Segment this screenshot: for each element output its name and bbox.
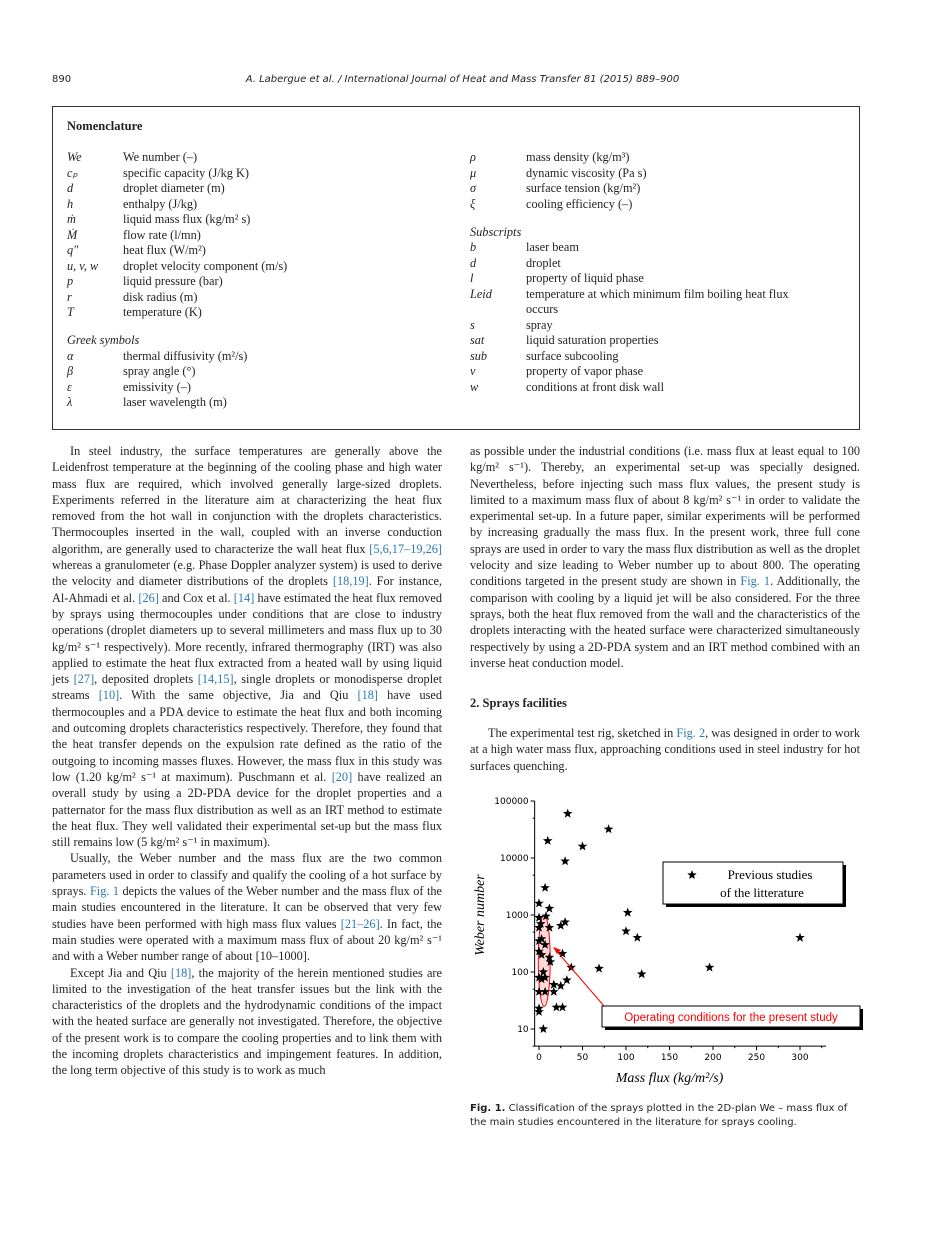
paragraph — [52, 850, 442, 964]
y-tick-label: 1000 — [505, 911, 529, 922]
y-tick-label: 10 — [517, 1025, 529, 1036]
text-run: depicts the values of the Weber number and the mass flux of the main studies encountered in the literature. It can be observed that very few studies have been performed with high mass flux values — [52, 884, 442, 931]
nomenclature-description: We number (–) — [123, 150, 198, 164]
citation-link[interactable]: [27] — [73, 672, 95, 687]
section-heading: 2. Sprays facilities — [470, 696, 567, 711]
text-run: In steel industry, the surface temperatures are generally above the Leidenfrost temperature at the beginning of the cooling phase and high water mass flux are required, which involved generally large-sized droplets. Experiments referred in the literature aim at characterizing the heat flux removed from the hot wall in conjunction with the droplets characteristics. Thermocouples inserted in the wall, coupled with an inverse conduction algorithm, are generally used to characterize the wall heat flux — [52, 444, 442, 556]
nomenclature-description: occurs — [526, 302, 559, 316]
text-run: , deposited droplets — [94, 672, 198, 687]
text-run: as possible under the industrial conditions (i.e. mass flux at least equal to 100 kg/m² s⁻¹). Thereby, an experimental set-up was specially designed. Nevertheless, before injecting such mass flux values, the present study is limited to a maximum mass flux of about 8 kg/m² s⁻¹ in order to validate the experimental set-up. In a future paper, similar experiments will be performed by increasing gradually the mass flux. In the present work, three full cone sprays are used in order to vary the mass flux distribution as well as the droplet velocity and size leading to Weber number up to about 800. The operating conditions targeted in the present study are shown in — [470, 444, 860, 589]
x-tick-label: 200 — [704, 1053, 722, 1064]
nomenclature-description: thermal diffusivity (m²/s) — [123, 348, 248, 363]
nomenclature-symbol: ξ — [470, 196, 476, 211]
text-run: whereas a granulometer (e.g. Phase Doppler analyzer system) is used to derive the velocity and diameter distributions of the droplets — [52, 558, 442, 589]
nomenclature-symbol: μ — [470, 165, 477, 180]
y-tick-label: 10000 — [500, 854, 529, 865]
text-run: . In fact, the main studies were operated with a maximum mass flux of about 20 kg/m² s⁻¹ and with a Weber number range of about [10–1000]. — [52, 916, 442, 964]
nomenclature-description: conditions at front disk wall — [526, 379, 664, 394]
left-column — [52, 443, 442, 1079]
right-column-wrapper — [470, 443, 862, 1129]
text-run: . For instance, Al-Ahmadi et al. — [52, 574, 443, 605]
subscripts-heading: Subscripts — [470, 224, 522, 239]
text-run: and Cox et al. — [158, 590, 234, 605]
annotation-label: Operating conditions for the present study — [624, 1012, 838, 1025]
citation-link[interactable]: [18] — [170, 965, 192, 980]
citation-link[interactable]: [20] — [331, 769, 353, 784]
nomenclature-symbol: Leid — [470, 286, 492, 301]
data-point-star-icon — [795, 933, 805, 942]
nomenclature-description: liquid pressure (bar) — [123, 274, 223, 288]
data-point-star-icon — [539, 1024, 549, 1033]
nomenclature-symbol: p — [67, 274, 74, 288]
data-point-star-icon — [534, 898, 544, 907]
text-run: , the majority of the herein mentioned studies are limited to the investigation of the heat transfer issues but the link with the characteristics of the droplets and the hydrodynamic conditions of the impact with the heated surface are generally not investigated. Therefore, the objective of the present work is to compare the cooling properties and to link them with the incoming droplets characteristics and impingement features. In addition, the long term objective of this study is to work as much — [52, 965, 442, 1078]
citation-link[interactable]: [10] — [98, 688, 120, 703]
nomenclature-symbol: h — [67, 196, 74, 211]
x-tick-label: 150 — [660, 1053, 679, 1064]
nomenclature-description: property of liquid phase — [526, 271, 644, 285]
figure-caption — [470, 1102, 862, 1129]
x-axis-label: Mass flux (kg/m²/s) — [615, 1071, 724, 1087]
legend-label: of the litterature — [720, 885, 804, 901]
nomenclature-symbol: v — [470, 364, 476, 378]
nomenclature-description: liquid mass flux (kg/m² s) — [123, 212, 251, 226]
citation-link[interactable]: [14,15] — [197, 672, 234, 687]
text-run: have estimated the heat flux removed by sprays using thermocouples under conditions that are close to industry operations (droplet diameters up to several millimeters and mass flux up to 30 kg/m² s⁻¹ respectively). More recently, infrared thermography (IRT) was also applied to estimate the heat flux extracted from a heated wall by using liquid jets — [52, 590, 442, 687]
text-run: have realized an overall study by using a 2D-PDA device for the droplet properties and a patternator for the mass flux distribution as well as an IRT method to estimate the heat flux. They well validated their experimental set-up but the mass flux still remains low (5 kg/m² s⁻¹ in maximum). — [52, 769, 443, 850]
caption-label: Fig. 1. — [470, 1103, 506, 1115]
data-point-star-icon — [556, 981, 566, 990]
nomenclature-symbol: ρ — [470, 150, 476, 164]
nomenclature-description: laser wavelength (m) — [123, 395, 227, 409]
nomenclature-box — [52, 106, 860, 430]
nomenclature-symbol: ε — [67, 379, 72, 394]
page-number: 890 — [52, 74, 72, 85]
nomenclature-description: emissivity (–) — [123, 379, 191, 394]
nomenclature-description: dynamic viscosity (Pa s) — [526, 165, 647, 180]
nomenclature-symbol: We — [67, 150, 82, 164]
nomenclature-description: droplet velocity component (m/s) — [123, 258, 288, 273]
section-body — [470, 725, 860, 774]
x-tick-label: 100 — [617, 1053, 635, 1064]
text-run: , single droplets or monodisperse droplet streams — [52, 672, 442, 703]
nomenclature-symbol: ṁ — [67, 212, 76, 226]
citation-link[interactable]: [21–26] — [340, 916, 380, 931]
citation-link[interactable]: [14] — [233, 590, 255, 605]
x-tick-label: 50 — [576, 1053, 589, 1064]
x-tick-label: 250 — [747, 1053, 766, 1064]
text-run: The experimental test rig, sketched in — [488, 726, 677, 741]
text-run: . Additionally, the comparison with cooling by a liquid jet will be also considered. For the three sprays, both the heat flux removed from the wall and the characteristics of the droplets interacting with the heated surface were characterized simultaneously respectively by using a 2D-PDA system and an IRT method combined with an inverse heat conduction model. — [470, 574, 860, 670]
nomenclature-symbol: sub — [470, 348, 488, 363]
y-axis-label: Weber number — [473, 874, 488, 956]
paragraph — [52, 965, 442, 1079]
nomenclature-symbol: Ṁ — [67, 227, 78, 242]
data-point-star-icon — [623, 908, 633, 917]
nomenclature-description: spray — [526, 317, 553, 332]
y-tick-label: 100000 — [494, 797, 529, 808]
nomenclature-symbol: σ — [470, 181, 477, 195]
y-tick-label: 100 — [511, 968, 529, 979]
nomenclature-description: laser beam — [526, 240, 579, 254]
nomenclature-symbol: w — [470, 379, 479, 394]
data-point-star-icon — [558, 1002, 568, 1011]
citation-link[interactable]: [26] — [138, 590, 159, 605]
nomenclature-symbol: r — [67, 289, 72, 304]
data-point-star-icon — [604, 824, 614, 833]
greek-symbols-heading: Greek symbols — [67, 333, 140, 347]
nomenclature-symbol: d — [67, 181, 74, 195]
data-point-star-icon — [560, 856, 570, 865]
figure-1-chart — [470, 786, 870, 1096]
annotation-arrow — [554, 948, 604, 1006]
text-run: . With the same objective, Jia and Qiu — [119, 688, 358, 703]
citation-link[interactable]: Fig. 2 — [676, 726, 706, 741]
text-run: Except Jia and Qiu — [70, 965, 171, 980]
citation-link[interactable]: Fig. 1 — [740, 574, 771, 589]
nomenclature-description: liquid saturation properties — [526, 333, 659, 347]
paragraph — [52, 443, 442, 850]
nomenclature-description: heat flux (W/m²) — [123, 243, 206, 257]
data-point-star-icon — [705, 963, 715, 972]
nomenclature-symbol: s — [470, 317, 475, 332]
data-point-star-icon — [545, 904, 555, 913]
nomenclature-symbol: T — [67, 305, 74, 319]
nomenclature-description: specific capacity (J/kg K) — [123, 165, 249, 180]
running-title: A. Labergue et al. / International Journal of Heat and Mass Transfer 81 (2015) 889–900 — [245, 74, 680, 85]
text-run: , was designed in order to work at a high water mass flux, approaching conditions used in steel industry for hot surfaces quenching. — [470, 726, 860, 773]
x-tick-label: 300 — [791, 1053, 809, 1064]
text-run: have used thermocouples and a PDA device to estimate the heat flux and both incoming and outcoming droplets characteristics respectively. Therefore, they found that the heat transfer depends on the expulsion rate defined as the ratio of the outgoing to incoming masses fluxes. However, the mass flux in this study was low (1.20 kg/m² s⁻¹ at maximum). Puschmann et al. — [52, 688, 442, 784]
nomenclature-description: droplet diameter (m) — [123, 181, 225, 195]
nomenclature-description: temperature at which minimum film boiling heat flux — [526, 286, 789, 301]
nomenclature-description: spray angle (°) — [123, 364, 196, 378]
nomenclature-description: temperature (K) — [123, 305, 202, 319]
citation-link[interactable]: [5,6,17–19,26] — [369, 541, 442, 556]
nomenclature-symbol: u, v, w — [67, 258, 99, 273]
citation-link[interactable]: [18,19] — [332, 574, 369, 589]
nomenclature-symbol: λ — [67, 395, 73, 409]
right-column — [470, 443, 860, 671]
data-point-star-icon — [594, 964, 604, 973]
nomenclature-symbol: q″ — [67, 243, 79, 257]
data-point-star-icon — [549, 987, 559, 996]
nomenclature-description: enthalpy (J/kg) — [123, 196, 198, 211]
nomenclature-description: disk radius (m) — [123, 289, 198, 304]
nomenclature-symbol: α — [67, 348, 74, 363]
nomenclature-description: property of vapor phase — [526, 364, 644, 378]
data-point-star-icon — [534, 1007, 544, 1016]
nomenclature-description: surface tension (kg/m²) — [526, 181, 641, 195]
nomenclature-description: mass density (kg/m³) — [526, 150, 630, 164]
nomenclature-symbol: β — [67, 364, 74, 378]
nomenclature-symbol: l — [470, 271, 474, 285]
nomenclature-symbol: sat — [470, 333, 485, 347]
nomenclature-title: Nomenclature — [67, 119, 143, 133]
nomenclature-symbol: cₚ — [67, 165, 78, 180]
text-run: Usually, the Weber number and the mass flux are the two common parameters used in order to classify and qualify the cooling of a hot surface by sprays. — [52, 851, 442, 899]
caption-text: Classification of the sprays plotted in the 2D-plan We – mass flux of the main studies encountered in the literature for sprays cooling. — [470, 1103, 848, 1128]
data-point-star-icon — [621, 926, 631, 935]
data-point-star-icon — [562, 975, 572, 984]
paragraph — [470, 443, 860, 671]
paragraph — [470, 725, 860, 774]
nomenclature-symbol: b — [470, 240, 477, 254]
nomenclature-description: cooling efficiency (–) — [526, 196, 633, 211]
data-point-star-icon — [633, 933, 643, 942]
citation-link[interactable]: [18] — [357, 688, 378, 703]
data-point-star-icon — [578, 841, 588, 850]
citation-link[interactable]: Fig. 1 — [89, 884, 120, 899]
nomenclature-description: droplet — [526, 255, 561, 270]
data-point-star-icon — [637, 969, 647, 978]
data-point-star-icon — [543, 836, 553, 845]
nomenclature-description: surface subcooling — [526, 348, 619, 363]
data-point-star-icon — [563, 809, 573, 818]
nomenclature-symbol: d — [470, 255, 477, 270]
data-point-star-icon — [540, 883, 550, 892]
nomenclature-description: flow rate (l/mn) — [123, 227, 201, 242]
x-tick-label: 0 — [536, 1053, 542, 1064]
legend-label: Previous studies — [727, 867, 813, 883]
